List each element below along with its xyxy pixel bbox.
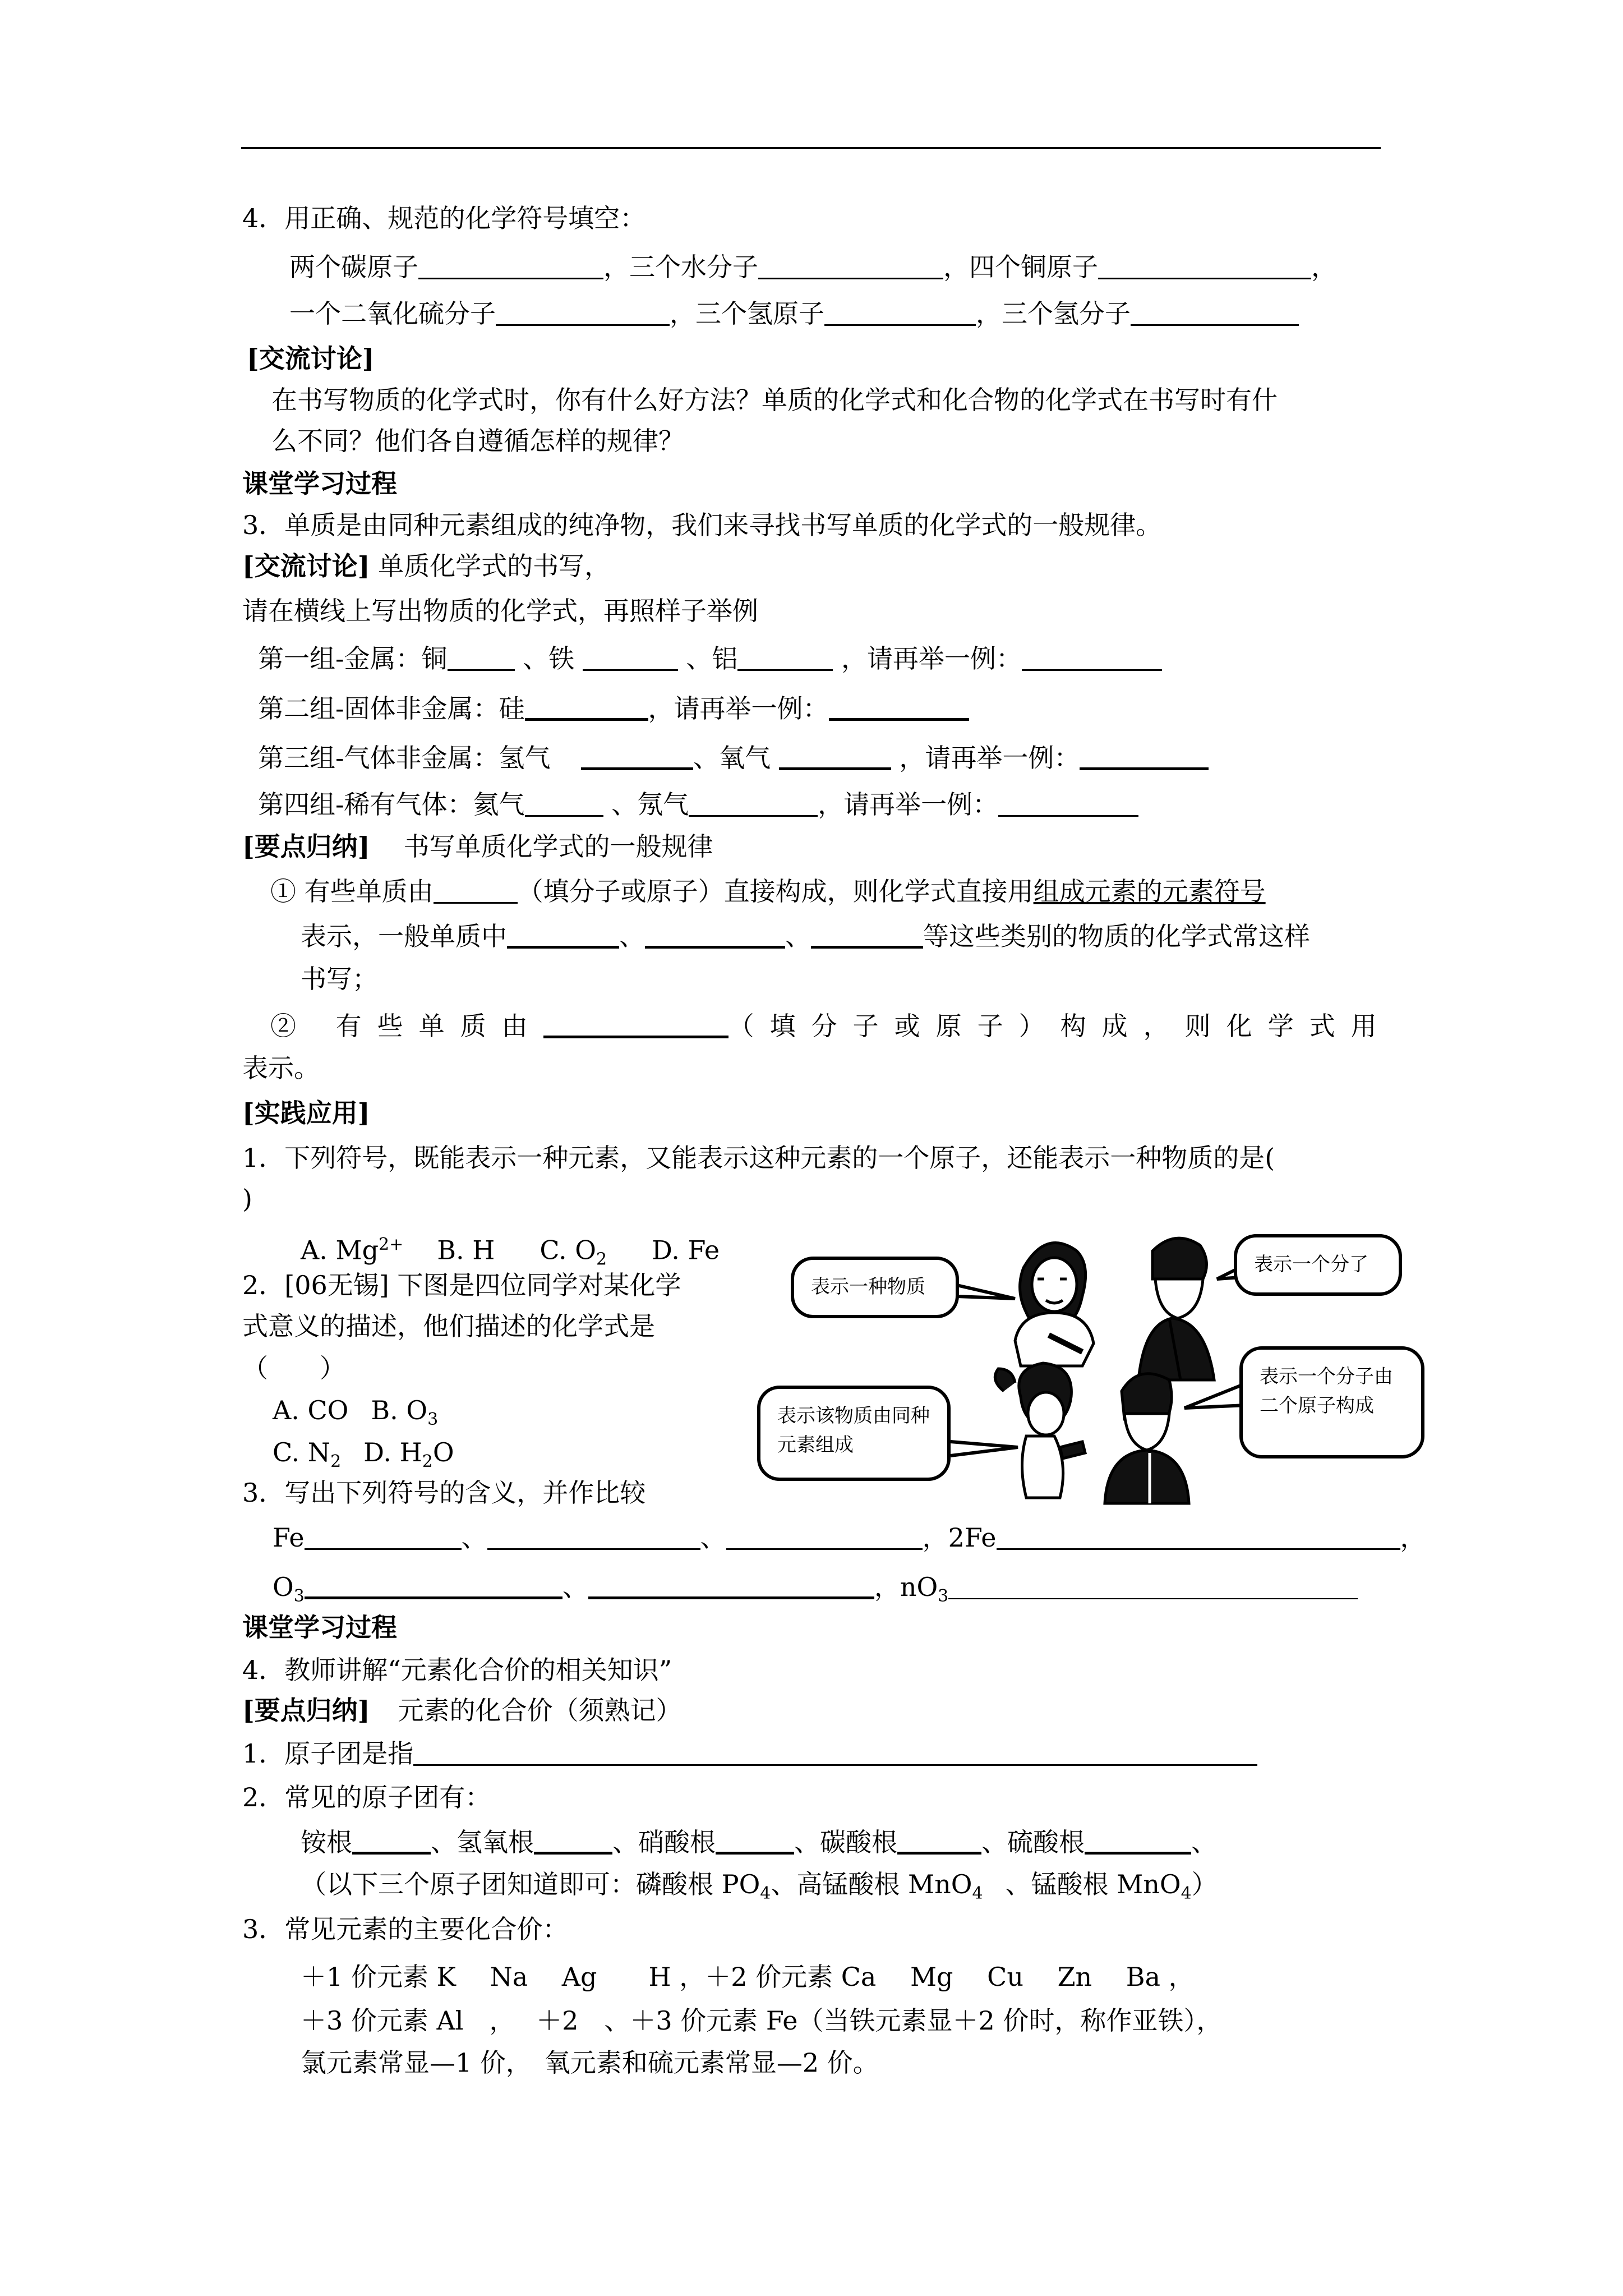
answer-blank[interactable] [997, 1524, 1400, 1550]
answer-blank[interactable] [588, 1572, 874, 1599]
group-row: 第四组-稀有气体：氦气 、氖气 ，请再举一例： [258, 788, 1138, 821]
rule-point-2: ② 有些单质由 （填分子或原子）构成，则化学式用 [270, 1011, 1393, 1041]
student-figure [1015, 1243, 1094, 1366]
answer-blank[interactable] [1131, 300, 1299, 326]
group-row: 第二组-固体非金属：硅 ，请再举一例： [258, 692, 969, 725]
speech-bubble: 表示一个分子由二个原子构成 [1239, 1346, 1424, 1458]
discussion-text: 么不同？他们各自遵循怎样的规律？ [271, 426, 684, 456]
valence-line: ＋1 价元素 K Na Ag H ，＋2 价元素 Ca Mg Cu Zn Ba ， [301, 1962, 1195, 1992]
question-1-cont: ) [242, 1184, 252, 1214]
discussion-text: 在书写物质的化学式时，你有什么好方法？单质的化学式和化合物的化学式在书写时有什 [271, 385, 1278, 415]
paragraph: 3．常见元素的主要化合价： [242, 1914, 569, 1944]
q4-row1: 两个碳原子 ，三个水分子 ，四个铜原子 ， [289, 252, 1337, 282]
answer-blank[interactable] [689, 790, 818, 817]
answer-blank[interactable] [448, 645, 515, 671]
header-rule [241, 147, 1381, 149]
question-1-options: A. $Mg^{2+}$ B. H C. $O_2$ D. Fe [301, 1235, 720, 1269]
question-3-fe-row: Fe 、 、 ，2Fe ， [273, 1522, 1426, 1553]
answer-blank[interactable] [413, 1740, 1257, 1766]
answer-blank[interactable] [1098, 253, 1311, 279]
answer-blank[interactable] [507, 921, 619, 949]
answer-blank[interactable] [434, 877, 518, 904]
rule-point-1-cont: 表示，一般单质中 、 、 等这些类别的物质的化学式常这样 [301, 921, 1310, 951]
answer-blank[interactable] [1022, 645, 1162, 671]
answer-blank[interactable] [534, 1827, 612, 1855]
answer-blank[interactable] [543, 1011, 728, 1038]
section-heading: [交流讨论] 单质化学式的书写， [242, 551, 611, 581]
section-heading: [要点归纳] 元素的化合价（须熟记） [242, 1695, 682, 1726]
answer-blank[interactable] [948, 1573, 1358, 1599]
paragraph: 3．单质是由同种元素组成的纯净物，我们来寻找书写单质的化学式的一般规律。 [242, 510, 1162, 540]
answer-blank[interactable] [305, 1572, 562, 1599]
question-2-options: C. $N_2$ D. $H_2O$ [273, 1437, 454, 1472]
section-title: [交流讨论] [247, 343, 375, 374]
answer-blank[interactable] [581, 743, 693, 770]
question-1: 1．下列符号，既能表示一种元素，又能表示这种元素的一个原子，还能表示一种物质的是( [242, 1143, 1275, 1173]
answer-blank[interactable] [1085, 1827, 1191, 1855]
question-2-options: A. CO B. $O_3$ [273, 1395, 439, 1430]
answer-blank[interactable] [737, 645, 833, 671]
valence-line: 氯元素常显—1 价， 氧元素和硫元素常显—2 价。 [301, 2047, 879, 2078]
rule-point-1-cont: 书写； [301, 964, 378, 994]
answer-blank[interactable] [1080, 743, 1209, 770]
answer-blank[interactable] [998, 790, 1138, 817]
q4-heading: 4．用正确、规范的化学符号填空： [242, 203, 646, 233]
student-figure [995, 1363, 1085, 1498]
group-row: 第三组-气体非金属：氢气 、氧气 ，请再举一例： [258, 742, 1209, 774]
section-title: 课堂学习过程 [242, 1612, 397, 1642]
answer-blank[interactable] [525, 790, 603, 817]
answer-blank[interactable] [726, 1524, 923, 1550]
answer-blank[interactable] [496, 300, 670, 326]
question-2: 2．[06无锡] 下图是四位同学对某化学 [242, 1270, 681, 1300]
student-figure [1105, 1374, 1189, 1503]
answer-blank[interactable] [824, 300, 976, 326]
q4-row2: 一个二氧化硫分子 ，三个氢原子 ，三个氢分子 [289, 297, 1299, 330]
answer-blank[interactable] [716, 1827, 794, 1855]
rule-point-1: ① 有些单质由 （填分子或原子）直接构成，则化学式直接用组成元素的元素符号 [270, 876, 1266, 907]
paragraph: 2．常见的原子团有： [242, 1782, 491, 1812]
student-figure [1138, 1238, 1214, 1380]
section-title: [实践应用] [242, 1098, 370, 1128]
answer-blank[interactable] [418, 253, 603, 279]
group-row: 第一组-金属：铜 、铁 、铝 ，请再举一例： [258, 642, 1162, 675]
answer-blank[interactable] [487, 1524, 700, 1550]
question-3: 3．写出下列符号的含义，并作比较 [242, 1478, 646, 1508]
answer-blank[interactable] [352, 1827, 431, 1855]
atomic-group-definition: 1．原子团是指 [242, 1737, 1257, 1770]
answer-blank[interactable] [897, 1827, 981, 1855]
paragraph: 4．教师讲解“元素化合价的相关知识” [242, 1655, 672, 1685]
paragraph: 请在横线上写出物质的化学式，再照样子举例 [242, 596, 758, 626]
answer-blank[interactable] [829, 693, 969, 721]
valence-line: ＋3 价元素 Al ， ＋2 、＋3 价元素 Fe（当铁元素显＋2 价时，称作亚铁）， [301, 2005, 1223, 2036]
radicals-row: 铵根 、氢氧根 、硝酸根 、碳酸根 、硫酸根 、 [301, 1827, 1217, 1857]
answer-blank[interactable] [758, 253, 943, 279]
radicals-note: （以下三个原子团知道即可：磷酸根 $PO_4$、高锰酸根 MnO$_4$ 、锰酸根 MnO$_4$） [301, 1869, 1218, 1904]
question-2: 式意义的描述，他们描述的化学式是 [242, 1311, 655, 1341]
answer-blank[interactable] [811, 921, 923, 949]
question-3-o3-row: $O_3$ 、 ，$nO_3$ [273, 1571, 1358, 1613]
question-2: （ ） [242, 1353, 345, 1383]
speech-bubble: 表示一种物质 [791, 1257, 959, 1318]
answer-blank[interactable] [645, 921, 785, 949]
section-title: 课堂学习过程 [242, 468, 397, 499]
speech-bubble: 表示一个分了 [1234, 1234, 1402, 1296]
section-heading: [要点归纳] 书写单质化学式的一般规律 [242, 831, 713, 862]
answer-blank[interactable] [525, 693, 648, 721]
rule-point-2-cont: 表示。 [242, 1053, 320, 1083]
speech-bubble: 表示该物质由同种元素组成 [757, 1386, 951, 1481]
answer-blank[interactable] [779, 743, 891, 770]
answer-blank[interactable] [583, 645, 678, 671]
answer-blank[interactable] [305, 1524, 462, 1550]
four-students-illustration [757, 1200, 1441, 1515]
